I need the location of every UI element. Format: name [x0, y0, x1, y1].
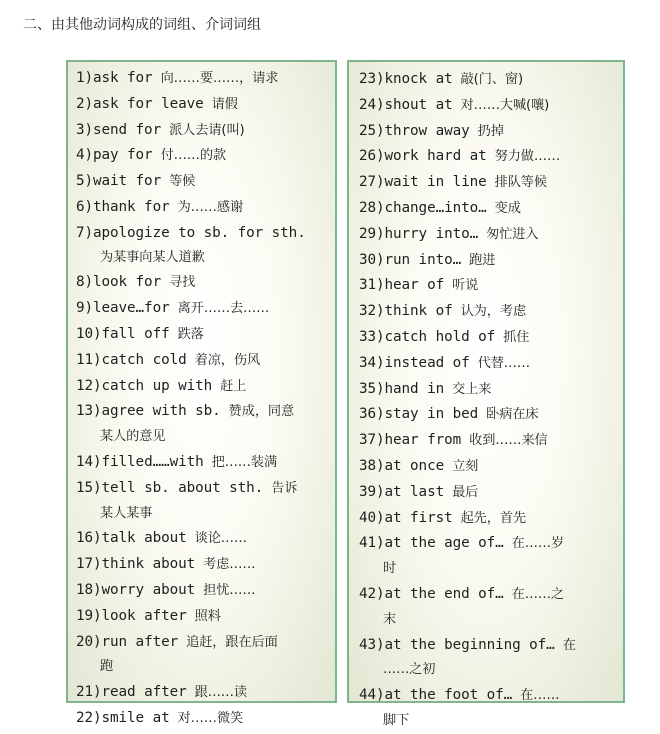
- phrase-number: 42): [359, 585, 385, 602]
- phrase-item: [359, 683, 619, 734]
- phrase-item: [76, 143, 331, 169]
- phrase-number: 12): [76, 377, 102, 394]
- phrase-number: 28): [359, 199, 385, 216]
- phrase-english: filled……with: [101, 453, 204, 470]
- phrase-english: catch up with: [101, 377, 213, 394]
- phrase-item: [76, 476, 331, 527]
- phrase-english: wait in line: [384, 174, 487, 191]
- phrase-item: [359, 351, 619, 377]
- phrase-english: ask for leave: [93, 95, 204, 112]
- phrase-number: 40): [359, 509, 385, 526]
- phrase-chinese: 立刻: [452, 458, 479, 474]
- phrase-item: [359, 506, 619, 532]
- phrase-item: [76, 526, 331, 552]
- phrase-chinese: 付……的款: [160, 148, 227, 164]
- phrase-item: [359, 428, 619, 454]
- phrase-item: [359, 480, 619, 506]
- phrase-english: think of: [384, 303, 453, 320]
- phrase-item: [359, 222, 619, 248]
- phrase-chinese: 为……感谢: [177, 199, 244, 215]
- phrase-chinese: 向……要……，请求: [160, 71, 279, 86]
- phrase-number: 9): [76, 300, 94, 317]
- phrase-chinese: 匆忙进入: [486, 226, 539, 242]
- phrase-item: [76, 450, 331, 476]
- phrase-chinese-continued: 时: [383, 561, 397, 577]
- phrase-item: [76, 270, 331, 296]
- phrase-english: instead of: [384, 354, 470, 371]
- phrase-item: [76, 604, 331, 630]
- phrase-chinese: 把……装满: [211, 454, 278, 470]
- phrase-english: run into…: [384, 251, 462, 268]
- phrase-number: 13): [76, 403, 102, 420]
- phrase-chinese: 告诉: [271, 480, 298, 496]
- phrase-chinese: 寻找: [169, 275, 196, 291]
- phrase-item: [76, 578, 331, 604]
- phrase-chinese: 为某事向某人道歉: [100, 249, 205, 265]
- phrase-chinese: 努力做……: [494, 149, 561, 165]
- phrase-item: [359, 325, 619, 351]
- phrase-number: 21): [76, 684, 102, 701]
- phrase-english: send for: [93, 121, 162, 138]
- phrase-item: [76, 706, 331, 732]
- phrase-number: 30): [359, 251, 385, 268]
- phrase-number: 22): [76, 709, 102, 726]
- phrase-english: fall off: [101, 325, 170, 342]
- phrase-english: at once: [384, 457, 445, 474]
- phrase-english: worry about: [101, 581, 196, 598]
- phrase-item: [76, 322, 331, 348]
- phrase-chinese: 对……大喊(嚷): [460, 97, 550, 113]
- phrase-number: 17): [76, 556, 102, 573]
- phrase-item: [359, 299, 619, 325]
- phrase-item: [359, 454, 619, 480]
- phrase-chinese: 照料: [194, 608, 221, 624]
- phrase-number: 19): [76, 607, 102, 624]
- right-phrase-list: [359, 67, 619, 734]
- phrase-item: [76, 296, 331, 322]
- phrase-english: hand in: [384, 380, 445, 397]
- phrase-english: hurry into…: [384, 225, 479, 242]
- phrase-item: [359, 633, 619, 684]
- phrase-item: [359, 93, 619, 119]
- phrase-number: 3): [76, 121, 94, 138]
- phrase-chinese: 认为，考虑: [460, 304, 527, 320]
- phrase-chinese-continued: 某人某事: [100, 505, 153, 521]
- phrase-english: at first: [384, 509, 453, 526]
- phrase-item: [359, 377, 619, 403]
- phrase-chinese: 在……之: [511, 586, 564, 602]
- phrase-english: think about: [101, 556, 196, 573]
- phrase-chinese: 在……: [520, 688, 560, 704]
- phrase-english: look after: [101, 607, 187, 624]
- left-phrase-panel: [66, 60, 337, 726]
- phrase-chinese: 敲(门、窗): [460, 72, 524, 87]
- phrase-english: change…into…: [384, 199, 487, 216]
- phrase-number: 20): [76, 633, 102, 650]
- phrase-chinese: 担忧……: [203, 582, 256, 598]
- phrase-chinese-continued: 末: [383, 611, 397, 627]
- phrase-chinese: 谈论……: [194, 531, 247, 547]
- phrase-chinese: 派人去请(叫): [169, 122, 245, 138]
- phrase-item: [359, 273, 619, 299]
- phrase-number: 36): [359, 406, 385, 423]
- phrase-number: 2): [76, 95, 94, 112]
- phrase-chinese: 跌落: [177, 326, 204, 342]
- phrase-chinese: 代替……: [477, 355, 530, 371]
- phrase-english: tell sb. about sth.: [101, 479, 264, 496]
- phrase-chinese: 在: [562, 637, 576, 653]
- phrase-item: [359, 119, 619, 145]
- phrase-number: 34): [359, 354, 385, 371]
- phrase-item: [76, 680, 331, 706]
- phrase-chinese: 听说: [452, 278, 479, 294]
- phrase-chinese-continued: 脚下: [383, 712, 410, 728]
- phrase-item: [76, 348, 331, 374]
- phrase-number: 10): [76, 325, 102, 342]
- phrase-item: [76, 221, 331, 271]
- phrase-number: 38): [359, 457, 385, 474]
- phrase-item: [359, 402, 619, 428]
- phrase-chinese: 跑进: [469, 252, 496, 268]
- phrase-chinese: 对……微笑: [177, 710, 244, 726]
- phrase-english: throw away: [384, 122, 470, 139]
- phrase-item: [76, 399, 331, 450]
- phrase-english: work hard at: [384, 148, 487, 165]
- phrase-number: 41): [359, 535, 385, 552]
- phrase-chinese-continued: 某人的意见: [100, 429, 166, 445]
- phrase-chinese: 考虑……: [203, 557, 256, 573]
- phrase-chinese: 跟……读: [194, 685, 247, 701]
- phrase-chinese: 在……岁: [511, 536, 564, 552]
- phrase-item: [76, 552, 331, 578]
- phrase-chinese: 赶上: [220, 378, 247, 394]
- phrase-english: agree with sb.: [101, 403, 221, 420]
- phrase-number: 8): [76, 274, 94, 291]
- phrase-chinese: 卧病在床: [486, 407, 539, 423]
- phrase-chinese: 收到……来信: [469, 433, 548, 449]
- phrase-number: 44): [359, 687, 385, 704]
- phrase-number: 16): [76, 530, 102, 547]
- phrase-number: 15): [76, 479, 102, 496]
- phrase-number: 5): [76, 173, 94, 190]
- phrase-number: 39): [359, 483, 385, 500]
- phrase-english: stay in bed: [384, 406, 479, 423]
- phrase-english: shout at: [384, 96, 453, 113]
- phrase-english: apologize to sb. for sth.: [93, 224, 306, 241]
- phrase-chinese: 抓住: [503, 329, 530, 345]
- phrase-item: [76, 630, 331, 681]
- phrase-item: [76, 92, 331, 118]
- section-heading: 二、由其他动词构成的词组、介词词组: [23, 17, 261, 33]
- phrase-english: run after: [101, 633, 179, 650]
- phrase-item: [359, 196, 619, 222]
- phrase-item: [359, 144, 619, 170]
- phrase-english: hear of: [384, 277, 445, 294]
- phrase-item: [359, 170, 619, 196]
- phrase-chinese: 交上来: [452, 381, 492, 397]
- phrase-number: 27): [359, 174, 385, 191]
- phrase-number: 23): [359, 71, 385, 87]
- phrase-number: 11): [76, 351, 102, 368]
- phrase-item: [76, 118, 331, 144]
- phrase-item: [359, 248, 619, 274]
- phrase-english: hear from: [384, 432, 462, 449]
- phrase-english: ask for: [93, 70, 153, 86]
- phrase-english: at the foot of…: [384, 687, 513, 704]
- phrase-english: talk about: [101, 530, 187, 547]
- phrase-number: 35): [359, 380, 385, 397]
- phrase-number: 18): [76, 581, 102, 598]
- phrase-chinese-continued: ……之初: [383, 662, 436, 678]
- phrase-number: 29): [359, 225, 385, 242]
- phrase-english: at the age of…: [384, 535, 504, 552]
- phrase-english: catch hold of: [384, 328, 496, 345]
- phrase-number: 25): [359, 122, 385, 139]
- phrase-english: look for: [93, 274, 162, 291]
- phrase-english: at the beginning of…: [384, 636, 555, 653]
- phrase-english: pay for: [93, 147, 153, 164]
- phrase-number: 33): [359, 328, 385, 345]
- phrase-number: 4): [76, 147, 94, 164]
- phrase-item: [359, 531, 619, 582]
- phrase-chinese-continued: 跑: [100, 659, 114, 675]
- phrase-number: 6): [76, 198, 94, 215]
- phrase-item: [359, 67, 619, 93]
- phrase-chinese: 扔掉: [477, 123, 504, 139]
- phrase-number: 43): [359, 636, 385, 653]
- phrase-chinese: 排队等候: [494, 175, 547, 191]
- phrase-english: leave…for: [93, 300, 170, 317]
- left-phrase-list: [76, 66, 331, 732]
- phrase-item: [76, 66, 331, 92]
- phrase-english: at last: [384, 483, 445, 500]
- phrase-chinese: 请假: [211, 96, 238, 112]
- phrase-item: [76, 195, 331, 221]
- phrase-number: 32): [359, 303, 385, 320]
- phrase-number: 7): [76, 224, 94, 241]
- phrase-number: 26): [359, 148, 385, 165]
- phrase-english: knock at: [384, 71, 453, 87]
- phrase-number: 37): [359, 432, 385, 449]
- phrase-english: wait for: [93, 173, 162, 190]
- phrase-chinese: 变成: [494, 200, 521, 216]
- phrase-chinese: 起先，首先: [460, 510, 527, 526]
- phrase-item: [76, 374, 331, 400]
- phrase-chinese: 追赶，跟在后面: [186, 634, 278, 650]
- phrase-chinese: 等候: [169, 174, 196, 190]
- phrase-chinese: 着凉，伤风: [194, 352, 261, 368]
- phrase-chinese: 最后: [452, 484, 479, 500]
- phrase-number: 31): [359, 277, 385, 294]
- phrase-english: at the end of…: [384, 585, 504, 602]
- phrase-number: 14): [76, 453, 102, 470]
- right-phrase-panel: [347, 60, 625, 728]
- phrase-chinese: 赞成，同意: [228, 404, 295, 420]
- phrase-english: thank for: [93, 198, 170, 215]
- phrase-number: 24): [359, 96, 385, 113]
- phrase-chinese: 离开……去……: [177, 301, 270, 317]
- phrase-english: smile at: [101, 709, 170, 726]
- phrase-english: catch cold: [101, 351, 187, 368]
- phrase-item: [359, 582, 619, 633]
- phrase-english: read after: [101, 684, 187, 701]
- phrase-number: 1): [76, 70, 94, 86]
- phrase-item: [76, 169, 331, 195]
